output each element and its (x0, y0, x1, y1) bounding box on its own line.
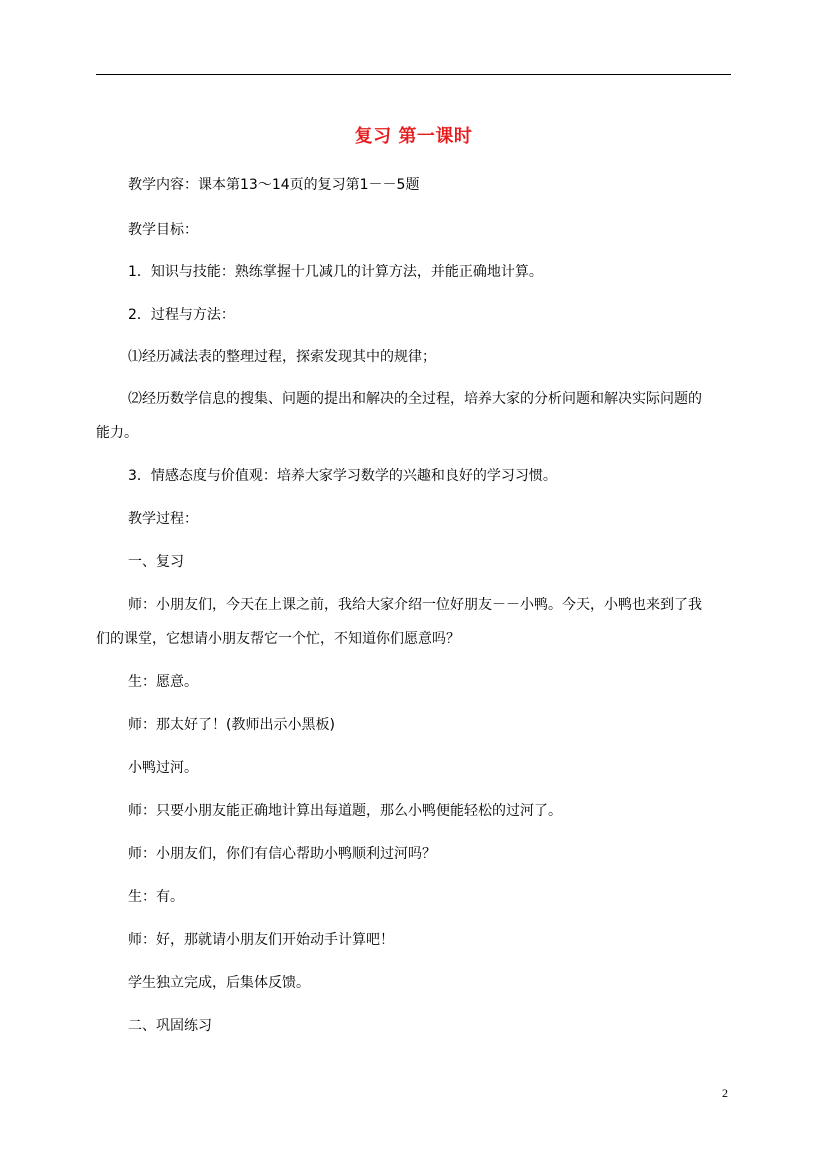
paragraph-line: 学生独立完成，后集体反馈。 (128, 975, 310, 991)
paragraph-line: 能力。 (96, 425, 138, 441)
paragraph-line: 3．情感态度与价值观：培养大家学习数学的兴趣和良好的学习习惯。 (128, 468, 557, 484)
paragraph-line: 二、巩固练习 (128, 1018, 212, 1034)
document-title: 复习 第一课时 (354, 126, 473, 147)
paragraph-line: 师：好，那就请小朋友们开始动手计算吧！ (128, 932, 394, 948)
paragraph-line: 一、复习 (128, 554, 184, 570)
paragraph-line: 生：有。 (128, 889, 184, 905)
paragraph-line: 小鸭过河。 (128, 760, 198, 776)
paragraph-line: 师：小朋友们，今天在上课之前，我给大家介绍一位好朋友－－小鸭。今天，小鸭也来到了我 (128, 597, 702, 613)
paragraph-line: 教学内容：课本第13～14页的复习第1－－5题 (128, 177, 420, 193)
paragraph-line: 教学目标： (128, 222, 198, 238)
paragraph-line: 师：小朋友们，你们有信心帮助小鸭顺利过河吗？ (128, 846, 436, 862)
paragraph-line: ⑵经历数学信息的搜集、问题的提出和解决的全过程，培养大家的分析问题和解决实际问题的 (128, 391, 702, 407)
paragraph-line: 教学过程： (128, 511, 198, 527)
paragraph-line: 师：只要小朋友能正确地计算出每道题，那么小鸭便能轻松的过河了。 (128, 803, 562, 819)
paragraph-line: 们的课堂，它想请小朋友帮它一个忙，不知道你们愿意吗？ (96, 631, 460, 647)
page-number: 2 (722, 1086, 728, 1100)
paragraph-line: 师：那太好了！(教师出示小黑板) (128, 717, 335, 733)
paragraph-line: 2．过程与方法： (128, 307, 235, 323)
paragraph-line: ⑴经历减法表的整理过程，探索发现其中的规律； (128, 349, 436, 365)
paragraph-line: 1．知识与技能：熟练掌握十几减几的计算方法，并能正确地计算。 (128, 264, 543, 280)
header-rule (96, 74, 731, 75)
paragraph-line: 生：愿意。 (128, 674, 198, 690)
